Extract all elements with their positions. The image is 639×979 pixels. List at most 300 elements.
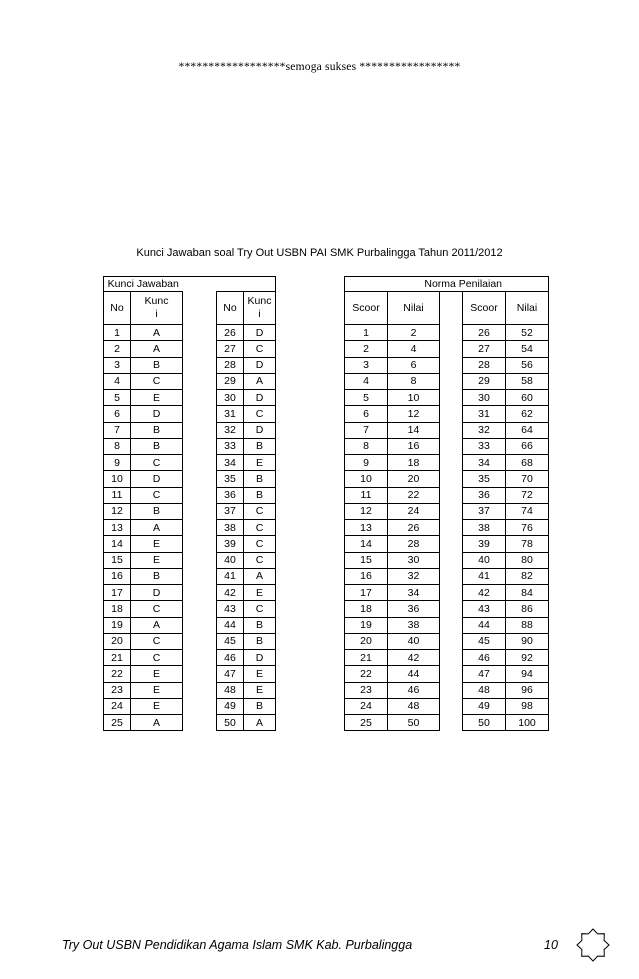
gap-cell [183, 406, 217, 422]
table-row [104, 650, 276, 666]
nilai-value: 42 [388, 650, 440, 666]
table-row [345, 698, 549, 714]
score-value: 27 [463, 341, 506, 357]
table-row [345, 390, 549, 406]
question-number: 4 [104, 373, 131, 389]
answer-key: C [244, 552, 276, 568]
answer-key: C [131, 601, 183, 617]
score-value: 35 [463, 471, 506, 487]
table-row [345, 617, 549, 633]
gap-cell [183, 292, 217, 325]
gap-cell [440, 292, 463, 325]
table-row [104, 601, 276, 617]
nilai-value: 68 [506, 455, 549, 471]
score-value: 41 [463, 568, 506, 584]
col-header-scoor: Scoor [345, 292, 388, 325]
score-value: 12 [345, 503, 388, 519]
gap-cell [440, 585, 463, 601]
table-row [104, 633, 276, 649]
gap-cell [183, 536, 217, 552]
answer-key: C [244, 601, 276, 617]
question-number: 39 [217, 536, 244, 552]
question-number: 32 [217, 422, 244, 438]
nilai-value: 76 [506, 520, 549, 536]
table-row [104, 503, 276, 519]
answer-key: B [244, 487, 276, 503]
table-row [345, 552, 549, 568]
nilai-value: 84 [506, 585, 549, 601]
table-row [104, 715, 276, 731]
score-value: 33 [463, 438, 506, 454]
table-row [104, 455, 276, 471]
gap-cell [183, 682, 217, 698]
nilai-value: 54 [506, 341, 549, 357]
score-value: 16 [345, 568, 388, 584]
nilai-value: 4 [388, 341, 440, 357]
score-value: 10 [345, 471, 388, 487]
question-number: 22 [104, 666, 131, 682]
question-number: 7 [104, 422, 131, 438]
score-value: 3 [345, 357, 388, 373]
question-number: 44 [217, 617, 244, 633]
gap-cell [440, 601, 463, 617]
table-row [345, 373, 549, 389]
gap-cell [440, 552, 463, 568]
nilai-value: 80 [506, 552, 549, 568]
answer-key: D [244, 390, 276, 406]
score-value: 21 [345, 650, 388, 666]
question-number: 30 [217, 390, 244, 406]
question-number: 24 [104, 698, 131, 714]
table-row [345, 438, 549, 454]
answer-key: D [131, 585, 183, 601]
score-value: 31 [463, 406, 506, 422]
gap-cell [440, 617, 463, 633]
table-row [104, 585, 276, 601]
score-value: 2 [345, 341, 388, 357]
table-row [345, 341, 549, 357]
question-number: 31 [217, 406, 244, 422]
answer-key: C [131, 487, 183, 503]
answer-key: E [244, 455, 276, 471]
question-number: 41 [217, 568, 244, 584]
score-value: 24 [345, 698, 388, 714]
gap-cell [183, 390, 217, 406]
gap-cell [440, 438, 463, 454]
score-value: 18 [345, 601, 388, 617]
answer-key: E [131, 390, 183, 406]
answer-key: A [131, 617, 183, 633]
question-number: 5 [104, 390, 131, 406]
nilai-value: 86 [506, 601, 549, 617]
page-number: 10 [544, 938, 558, 952]
nilai-value: 50 [388, 715, 440, 731]
nilai-value: 70 [506, 471, 549, 487]
eight-point-star-outline-icon [576, 928, 610, 962]
gap-cell [440, 406, 463, 422]
score-value: 25 [345, 715, 388, 731]
question-number: 28 [217, 357, 244, 373]
answer-key-table [103, 276, 276, 731]
answer-key: E [131, 536, 183, 552]
score-value: 43 [463, 601, 506, 617]
answer-key: B [131, 422, 183, 438]
answer-key-group-label: Kunci Jawaban [104, 277, 183, 292]
question-number: 15 [104, 552, 131, 568]
question-number: 2 [104, 341, 131, 357]
answer-key: D [244, 422, 276, 438]
question-number: 40 [217, 552, 244, 568]
question-number: 3 [104, 357, 131, 373]
gap-cell [183, 341, 217, 357]
nilai-value: 56 [506, 357, 549, 373]
question-number: 26 [217, 325, 244, 341]
question-number: 27 [217, 341, 244, 357]
table-row [104, 682, 276, 698]
score-value: 32 [463, 422, 506, 438]
nilai-value: 20 [388, 471, 440, 487]
answer-key: A [131, 341, 183, 357]
gap-cell [183, 666, 217, 682]
gap-cell [440, 487, 463, 503]
answer-key: A [131, 325, 183, 341]
table-row [104, 341, 276, 357]
question-number: 33 [217, 438, 244, 454]
table-row [104, 698, 276, 714]
score-value: 34 [463, 455, 506, 471]
score-value: 5 [345, 390, 388, 406]
nilai-value: 82 [506, 568, 549, 584]
score-value: 39 [463, 536, 506, 552]
table-row [104, 357, 276, 373]
answer-key: E [244, 585, 276, 601]
nilai-value: 62 [506, 406, 549, 422]
answer-key: D [244, 357, 276, 373]
gap-cell [183, 520, 217, 536]
question-number: 1 [104, 325, 131, 341]
col-header-scoor-2: Scoor [463, 292, 506, 325]
gap-cell [183, 585, 217, 601]
nilai-value: 52 [506, 325, 549, 341]
nilai-value: 94 [506, 666, 549, 682]
col-header-kunci-2: Kunc i [244, 292, 276, 325]
nilai-value: 8 [388, 373, 440, 389]
col-header-no: No [104, 292, 131, 325]
question-number: 11 [104, 487, 131, 503]
score-value: 17 [345, 585, 388, 601]
score-value: 40 [463, 552, 506, 568]
gap-cell [440, 666, 463, 682]
answer-key: C [131, 633, 183, 649]
question-number: 42 [217, 585, 244, 601]
answer-key: E [244, 666, 276, 682]
table-row [345, 325, 549, 341]
table-row [104, 390, 276, 406]
answer-key: C [131, 373, 183, 389]
gap-cell [440, 715, 463, 731]
gap-cell [440, 520, 463, 536]
question-number: 18 [104, 601, 131, 617]
col-header-nilai-2: Nilai [506, 292, 549, 325]
gap-cell [440, 471, 463, 487]
table-row [345, 650, 549, 666]
nilai-value: 10 [388, 390, 440, 406]
answer-key: A [131, 520, 183, 536]
norma-penilaian-table [344, 276, 549, 731]
score-value: 37 [463, 503, 506, 519]
question-number: 9 [104, 455, 131, 471]
score-value: 48 [463, 682, 506, 698]
answer-key: B [131, 357, 183, 373]
nilai-value: 26 [388, 520, 440, 536]
gap-cell [183, 455, 217, 471]
gap-cell [440, 650, 463, 666]
gap-cell [183, 715, 217, 731]
score-value: 7 [345, 422, 388, 438]
col-header-no-2: No [217, 292, 244, 325]
answer-key: D [244, 325, 276, 341]
table-row [104, 617, 276, 633]
table-row [345, 487, 549, 503]
score-value: 14 [345, 536, 388, 552]
question-number: 19 [104, 617, 131, 633]
question-number: 8 [104, 438, 131, 454]
answer-key: A [244, 715, 276, 731]
question-number: 16 [104, 568, 131, 584]
gap-cell [183, 633, 217, 649]
gap-cell [440, 682, 463, 698]
answer-key: B [244, 471, 276, 487]
score-value: 13 [345, 520, 388, 536]
answer-key: C [244, 536, 276, 552]
score-value: 1 [345, 325, 388, 341]
question-number: 6 [104, 406, 131, 422]
nilai-value: 46 [388, 682, 440, 698]
score-value: 47 [463, 666, 506, 682]
table-row [345, 682, 549, 698]
gap-cell [440, 633, 463, 649]
gap-cell [183, 650, 217, 666]
score-value: 4 [345, 373, 388, 389]
score-value: 6 [345, 406, 388, 422]
question-number: 21 [104, 650, 131, 666]
gap-cell [183, 277, 217, 292]
nilai-value: 58 [506, 373, 549, 389]
gap-cell [440, 422, 463, 438]
question-number: 25 [104, 715, 131, 731]
gap-cell [440, 373, 463, 389]
gap-cell [183, 373, 217, 389]
gap-cell [440, 568, 463, 584]
nilai-value: 90 [506, 633, 549, 649]
score-value: 23 [345, 682, 388, 698]
question-number: 17 [104, 585, 131, 601]
score-value: 30 [463, 390, 506, 406]
question-number: 47 [217, 666, 244, 682]
answer-key: B [131, 503, 183, 519]
nilai-value: 22 [388, 487, 440, 503]
table-row [104, 487, 276, 503]
answer-key: B [244, 698, 276, 714]
table-row [345, 601, 549, 617]
footer-text: Try Out USBN Pendidikan Agama Islam SMK Kab. Purbalingga [62, 938, 413, 952]
table-row [345, 471, 549, 487]
score-value: 49 [463, 698, 506, 714]
score-value: 42 [463, 585, 506, 601]
gap-cell [183, 438, 217, 454]
score-value: 22 [345, 666, 388, 682]
table-row [104, 373, 276, 389]
gap-cell [440, 357, 463, 373]
question-number: 10 [104, 471, 131, 487]
nilai-value: 48 [388, 698, 440, 714]
answer-key: D [244, 650, 276, 666]
gap-cell [183, 357, 217, 373]
answer-key: B [131, 438, 183, 454]
nilai-value: 28 [388, 536, 440, 552]
table-row [345, 406, 549, 422]
question-number: 20 [104, 633, 131, 649]
col-header-kunci: Kunc i [131, 292, 183, 325]
nilai-value: 14 [388, 422, 440, 438]
answer-key-group-label-empty [217, 277, 276, 292]
answer-key: C [131, 650, 183, 666]
gap-cell [183, 503, 217, 519]
answer-key: E [131, 698, 183, 714]
table-row [104, 666, 276, 682]
question-number: 34 [217, 455, 244, 471]
answer-key: A [131, 715, 183, 731]
score-value: 45 [463, 633, 506, 649]
table-row [345, 633, 549, 649]
gap-cell [183, 552, 217, 568]
score-value: 28 [463, 357, 506, 373]
gap-cell [183, 487, 217, 503]
gap-cell [440, 503, 463, 519]
nilai-value: 38 [388, 617, 440, 633]
gap-cell [183, 471, 217, 487]
question-number: 12 [104, 503, 131, 519]
nilai-value: 18 [388, 455, 440, 471]
answer-key: D [131, 406, 183, 422]
gap-cell [183, 601, 217, 617]
answer-key: E [244, 682, 276, 698]
document-title: Kunci Jawaban soal Try Out USBN PAI SMK Purbalingga Tahun 2011/2012 [136, 247, 503, 259]
score-value: 9 [345, 455, 388, 471]
gap-cell [440, 325, 463, 341]
score-value: 26 [463, 325, 506, 341]
answer-key: E [131, 552, 183, 568]
gap-cell [183, 698, 217, 714]
score-value: 15 [345, 552, 388, 568]
question-number: 46 [217, 650, 244, 666]
answer-key: A [244, 568, 276, 584]
question-number: 38 [217, 520, 244, 536]
score-value: 38 [463, 520, 506, 536]
nilai-value: 96 [506, 682, 549, 698]
score-value: 8 [345, 438, 388, 454]
nilai-value: 74 [506, 503, 549, 519]
gap-cell [183, 325, 217, 341]
question-number: 29 [217, 373, 244, 389]
nilai-value: 66 [506, 438, 549, 454]
gap-cell [440, 341, 463, 357]
question-number: 14 [104, 536, 131, 552]
nilai-value: 40 [388, 633, 440, 649]
nilai-value: 88 [506, 617, 549, 633]
table-row [104, 568, 276, 584]
score-value: 29 [463, 373, 506, 389]
gap-cell [440, 390, 463, 406]
nilai-value: 92 [506, 650, 549, 666]
nilai-value: 6 [388, 357, 440, 373]
table-row [104, 325, 276, 341]
nilai-value: 16 [388, 438, 440, 454]
table-row [345, 357, 549, 373]
score-value: 36 [463, 487, 506, 503]
question-number: 23 [104, 682, 131, 698]
gap-cell [440, 455, 463, 471]
nilai-value: 64 [506, 422, 549, 438]
gap-cell [183, 422, 217, 438]
table-row [345, 503, 549, 519]
score-value: 11 [345, 487, 388, 503]
table-row [104, 471, 276, 487]
question-number: 13 [104, 520, 131, 536]
answer-key: C [244, 503, 276, 519]
nilai-value: 78 [506, 536, 549, 552]
nilai-value: 32 [388, 568, 440, 584]
question-number: 45 [217, 633, 244, 649]
nilai-value: 24 [388, 503, 440, 519]
question-number: 36 [217, 487, 244, 503]
answer-key: B [244, 438, 276, 454]
score-value: 50 [463, 715, 506, 731]
answer-key: B [244, 633, 276, 649]
answer-key: B [244, 617, 276, 633]
norma-group-label: Norma Penilaian [345, 277, 549, 292]
answer-key: E [131, 682, 183, 698]
answer-key: E [131, 666, 183, 682]
nilai-value: 2 [388, 325, 440, 341]
nilai-value: 30 [388, 552, 440, 568]
question-number: 48 [217, 682, 244, 698]
answer-key: C [244, 406, 276, 422]
question-number: 50 [217, 715, 244, 731]
nilai-value: 44 [388, 666, 440, 682]
gap-cell [183, 617, 217, 633]
score-value: 20 [345, 633, 388, 649]
nilai-value: 34 [388, 585, 440, 601]
answer-key: C [131, 455, 183, 471]
table-row [345, 666, 549, 682]
table-row [345, 422, 549, 438]
answer-key: C [244, 520, 276, 536]
table-row [345, 585, 549, 601]
header-line: ******************semoga sukses ***************** [178, 61, 461, 73]
table-row [104, 406, 276, 422]
table-row [345, 455, 549, 471]
table-row [104, 536, 276, 552]
nilai-value: 100 [506, 715, 549, 731]
answer-key: B [131, 568, 183, 584]
answer-key: C [244, 341, 276, 357]
gap-cell [183, 568, 217, 584]
table-row [345, 568, 549, 584]
col-header-nilai: Nilai [388, 292, 440, 325]
answer-key: D [131, 471, 183, 487]
table-row [104, 520, 276, 536]
